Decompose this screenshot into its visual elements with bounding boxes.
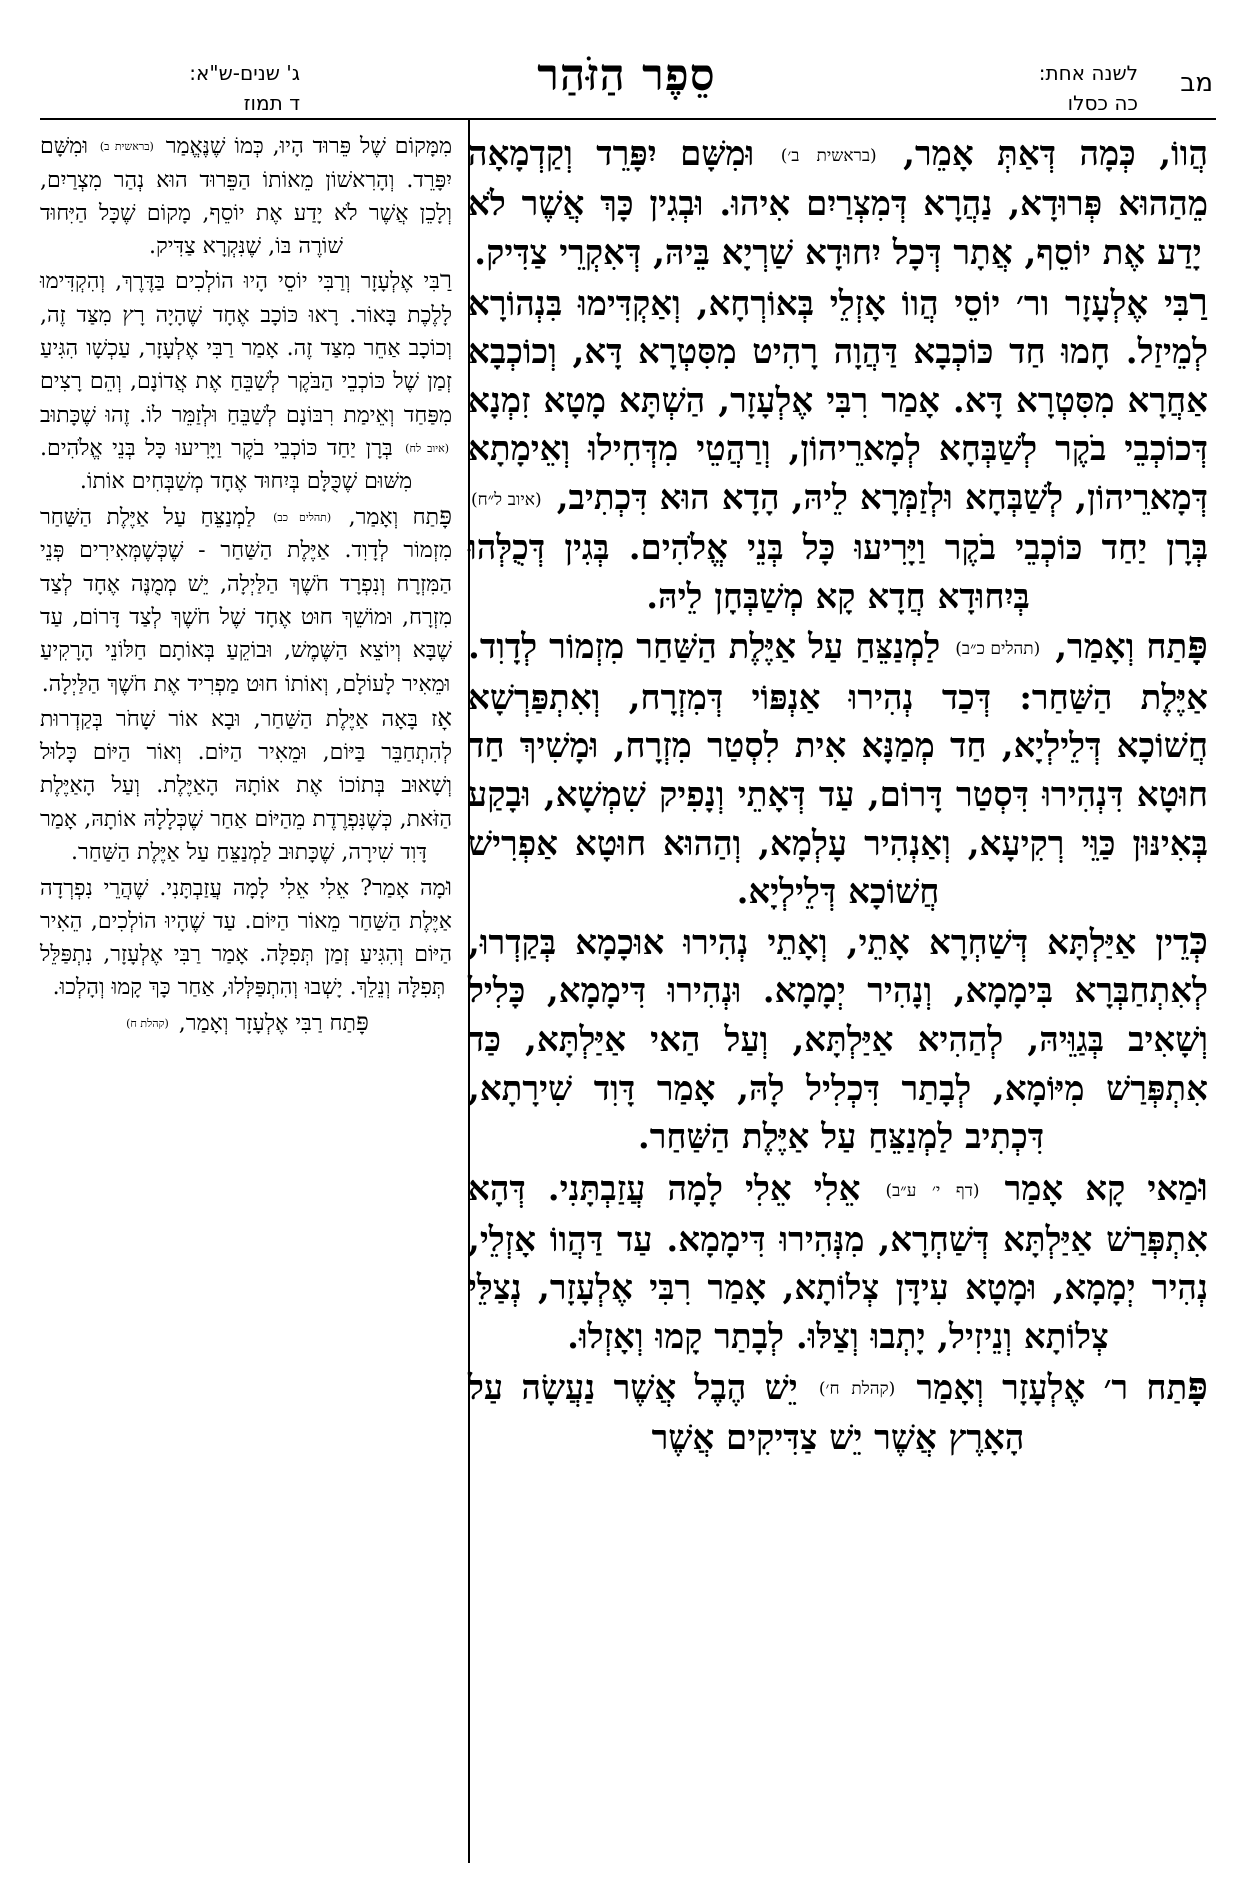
paragraph-lead-letters: פָּ <box>439 500 452 530</box>
verse-reference: (בראשית ב) <box>99 140 154 154</box>
aramaic-paragraph <box>468 917 1208 1164</box>
verse-reference: (בראשית ב׳) <box>780 145 877 166</box>
hebrew-paragraph <box>40 263 452 498</box>
paragraph-text: בְּרָן יַחַד כּוֹכְבֵי בֹקֶר וַיָּרִיעוּ כָּל בְּנֵי אֱלֹהִים. מִשּׁוּם שֶׁכֻּלָּם בְּיִחוּד אֶחָד מְשַׁבְּחִים אוֹתוֹ. <box>40 435 413 495</box>
alt-schedule-line2: ד תמוז <box>243 91 300 115</box>
paragraph-text: לַמְנַצֵּחַ עַל אַיֶּלֶת הַשַּׁחַר מִזְמוֹר לְדָוִד. אַיֶּלֶת הַשַּׁחַר: דְּכַד נְהִירוּ אַנְפּוֹי דְּמִזְרָח, וְאִתְפַּרְשָׁא חֲשׁוֹכָא דְּלֵילְיָא, חַד מְמַנָּא אִית לִסְטַר מִזְרָח, וּמָשִׁיךְ חַד חוּטָא דִּנְהִירוּ דִּסְטַר דָּרוֹם, עַד דְּאָתֵי וְנָפִיק שִׁמְשָׁא, וּבָקַע בְּאִינּוּן כַּוֵּי רְקִיעָא, וְאַנְהִיר עָלְמָא, וְהַהוּא חוּטָא אַפְרִישׁ חֲשׁוֹכָא דְּלֵילְיָא. <box>468 627 1208 913</box>
header-rule <box>40 118 1216 120</box>
aramaic-text-column <box>468 128 1208 1463</box>
alt-schedule <box>40 58 300 118</box>
paragraph-text: הֲווֹ, כְּמָה דְּאַתְּ אָמֵר, <box>879 134 1208 174</box>
daily-schedule-line1: לשנה אחת: <box>1038 61 1138 85</box>
paragraph-lead-letters: רַ <box>439 265 452 295</box>
hebrew-paragraph <box>40 701 452 870</box>
verse-reference: (דף י׳ ע״ב) <box>885 1181 980 1202</box>
verse-reference: (תהלים כב) <box>273 511 332 525</box>
paragraph-lead-letters: וּ <box>1198 1164 1208 1210</box>
page-number: מב <box>1180 68 1213 98</box>
aramaic-paragraph <box>468 621 1208 916</box>
aramaic-paragraph <box>468 1362 1208 1463</box>
paragraph-lead-letters: וּ <box>445 871 452 901</box>
paragraph-text: ז בָּאָה אַיֶּלֶת הַשַּׁחַר, וּבָא אוֹר שָׁחֹר בְּקַדְרוּת לְהִתְחַבֵּר בַּיּוֹם, וּמֵאִיר הַיּוֹם. וְאוֹר הַיּוֹם כָּלוּל וְשָׁאוּב בְּתוֹכוֹ אֶת אוֹתָהּ הָאַיֶּלֶת. וְעַל הָאַיֶּלֶת הַזֹּאת, כְּשֶׁנִּפְרֶדֶת מֵהַיּוֹם אַחַר שֶׁכְּלָלָהּ אוֹתָהּ, אָמַר דָּוִד שִׁירָה, שֶׁכָּתוּב לַמְנַצֵּחַ עַל אַיֶּלֶת הַשַּׁחַר. <box>40 706 452 865</box>
paragraph-text: מַאי קָא אָמַר <box>982 1169 1199 1210</box>
paragraph-lead-letters: פָּ <box>1187 1362 1208 1408</box>
daily-schedule-line2: כה כסלו <box>1067 91 1138 115</box>
verse-reference: (תהלים כ״ב) <box>955 639 1041 660</box>
aramaic-paragraph <box>468 278 1208 622</box>
paragraph-lead-letters: רַ <box>1189 278 1208 324</box>
paragraph-text: תַח רַבִּי אֶלְעָזָר וְאָמַר, <box>171 1010 356 1036</box>
paragraph-text: מָה אָמַר? אֵלִי אֵלִי לָמָה עֲזַבְתָּנִי. שֶׁהֲרֵי נִפְרְדָה אַיֶּלֶת הַשַּׁחַר מֵאוֹר הַיּוֹם. עַד שֶׁהָיוּ הוֹלְכִים, הֵאִיר הַיּוֹם וְהִגִּיעַ זְמַן תְּפִלָּה. אָמַר רַבִּי אֶלְעָזָר, נִתְפַּלֵּל תְּפִלָּה וְנֵלֵךְ. יָשְׁבוּ וְהִתְפַּלְּלוּ, אַחַר כָּךְ קָמוּ וְהָלְכוּ. <box>40 875 452 1001</box>
paragraph-text: בְּרָן יַחַד כּוֹכְבֵי בֹקֶר וַיָּרִיעוּ כָּל בְּנֵי אֱלֹהִים. בְּגִין דְּכֻלְּהוּ בְּיִחוּדָא חֲדָא קָא מְשַׁבְּחָן לֵיהּ. <box>468 528 1208 617</box>
paragraph-lead-letters: אָ <box>437 702 452 732</box>
paragraph-text: מִמָּקוֹם שֶׁל פֵּרוּד הָיוּ, כְּמוֹ שֶׁנֶּאֱמַר <box>156 134 452 159</box>
verse-reference: (איוב לח) <box>405 442 449 456</box>
aramaic-paragraph <box>468 1163 1208 1361</box>
hebrew-paragraph <box>40 499 452 701</box>
verse-reference: (איוב ל״ח) <box>471 489 542 510</box>
page-header <box>0 0 1253 125</box>
hebrew-translation-column <box>40 128 452 1041</box>
paragraph-text: לַמְנַצֵּחַ עַל אַיֶּלֶת הַשַּׁחַר מִזְמוֹר לְדָוִד. אַיֶּלֶת הַשַּׁחַר - שֶׁכְּשֶׁמְּאִירִים פְּנֵי הַמִּזְרָח וְנִפְרָד חֹשֶׁךְ הַלַּיְלָה, יֵשׁ מְמֻנֶּה אֶחָד לְצַד מִזְרָח, וּמוֹשֵׁךְ חוּט אֶחָד שֶׁל חֹשֶׁךְ לְצַד דָּרוֹם, עַד שֶׁבָּא וְיוֹצֵא הַשֶּׁמֶשׁ, וּבוֹקֵעַ בְּאוֹתָם חַלּוֹנֵי הָרָקִיעַ וּמֵאִיר לָעוֹלָם, וְאוֹתוֹ חוּט מַפְרִיד אֶת חֹשֶׁךְ הַלַּיְלָה. <box>40 504 452 697</box>
paragraph-text: וּמִשָּׁם יִפָּרֵד. וְהָרִאשׁוֹן מֵאוֹתוֹ הַפֵּרוּד הוּא נְהַר מִצְרַיִם, וְלָכֵן אֲשֶׁר לֹא יָדַע אֶת יוֹסֵף, מָקוֹם שֶׁכָּל הַיִּחוּד שׁוֹרֶה בּוֹ, שֶׁנִּקְרָא צַדִּיק. <box>40 134 452 260</box>
paragraph-lead-letters: פָּ <box>355 1006 369 1036</box>
paragraph-text: דֵין אַיַּלְתָּא דְּשַׁחְרָא אָתֵי, וְאָתֵי נְהִירוּ אוּכָמָא בְּקַדְרוּ, לְאִתְחַבְּרָא בִּימָמָא, וְנָהִיר יְמָמָא. וּנְהִירוּ דִּימָמָא, כָּלִיל וְשָׁאִיב בְּגַוֵּיהּ, לְהַהִיא אַיַּלְתָּא, וְעַל הַאי אַיַּלְתָּא, כַּד אִתְפְּרַשׁ מִיּוֹמָא, לְבָתַר דִּכְלִיל לָהּ, אָמַר דָּוִד שִׁירָתָא, דִּכְתִיב לַמְנַצֵּחַ עַל אַיֶּלֶת הַשַּׁחַר. <box>468 922 1208 1158</box>
paragraph-text: תַח וְאָמַר, <box>1043 627 1188 668</box>
paragraph-text: יֵשׁ הֶבֶל אֲשֶׁר נַעֲשָׂה עַל הָאָרֶץ אֲשֶׁר יֵשׁ צַדִּיקִים אֲשֶׁר <box>468 1367 1025 1458</box>
hebrew-paragraph <box>40 1005 452 1041</box>
paragraph-text: וּמִשָּׁם יִפָּרֵד וְקַדְמָאָה מֵהַהוּא פְּרוּדָא, נַהֲרָא דְּמִצְרַיִם אִיהוּ. וּבְגִין כָּךְ אֲשֶׁר לֹא יָדַע אֶת יוֹסֵף, אֲתָר דְּכָל יִחוּדָא שַׁרְיָא בֵּיהּ, דְּאִקְרֵי צַדִּיק. <box>468 134 1208 273</box>
aramaic-paragraph <box>468 128 1208 278</box>
paragraph-text: תַח ר׳ אֶלְעָזָר וְאָמַר <box>898 1367 1188 1408</box>
verse-reference: (קהלת ח) <box>126 1017 169 1031</box>
paragraph-lead-letters: פָּ <box>1187 622 1209 668</box>
alt-schedule-line1: ג' שנים-ש"א: <box>189 61 300 85</box>
paragraph-text: אֵלִי אֵלִי לָמָה עֲזַבְתָּנִי. דְּהָא אִתְפְּרַשׁ אַיַּלְתָּא דְּשַׁחְרָא, מִנְּהִירוּ דִּימָמָא. עַד דַּהֲווֹ אָזְלֵי, נְהִיר יְמָמָא, וּמָטָא עִידָּן צְלוֹתָא, אָמַר רִבִּי אֶלְעָזָר, נְצַלֵּי צְלוֹתָא וְנֵיזִיל, יָתְבוּ וְצַלּוּ. לְבָתַר קָמוּ וְאָזְלוּ. <box>468 1169 1208 1357</box>
paragraph-text: בִּי אֶלְעָזָר ור׳ יוֹסֵי הֲווֹ אָזְלֵי בְּאוֹרְחָא, וְאַקְדִּימוּ בִּנְהוֹרָא לְמֵיזַל. חָמוּ חַד כּוֹכְבָא דַּהֲוָה רָהִיט מִסִּטְרָא דָּא, וְכוֹכְבָא אַחֲרָא מִסִּטְרָא דָּא. אָמַר רִבִּי אֶלְעָזָר, הַשְׁתָּא מָטָא זִמְנָא דְּכוֹכְבֵי בֹקֶר לְשַׁבְּחָא לְמָארֵיהוֹן, וְרַהֲטֵי מִדְּחִילוּ וְאֵימָתָא דְּמָארֵיהוֹן, לְשַׁבְּחָא וּלְזַמְּרָא לֵיהּ, הָדָא הוּא דִּכְתִיב, <box>468 283 1208 518</box>
book-title: סֵפֶר הַזֹּהַר <box>537 50 716 101</box>
hebrew-paragraph <box>40 870 452 1005</box>
paragraph-text: בִּי אֶלְעָזָר וְרַבִּי יוֹסֵי הָיוּ הוֹלְכִים בַּדֶּרֶךְ, וְהִקְדִּימוּ לָלֶכֶת בָּאוֹר. רָאוּ כּוֹכָב אֶחָד שֶׁהָיָה רָץ מִצַּד זֶה, וְכוֹכָב אַחֵר מִצַּד זֶה. אָמַר רַבִּי אֶלְעָזָר, עַכְשָׁו הִגִּיעַ זְמַן שֶׁל כּוֹכְבֵי הַבֹּקֶר לְשַׁבֵּחַ אֶת אֲדוֹנָם, וְהֵם רָצִים מִפַּחַד וְאֵימַת רִבּוֹנָם לְשַׁבֵּחַ וּלְזַמֵּר לוֹ. זֶהוּ שֶׁכָּתוּב <box>40 269 452 428</box>
verse-reference: (קהלת ח׳) <box>818 1379 896 1400</box>
paragraph-text: תַח וְאָמַר, <box>334 504 440 530</box>
hebrew-paragraph <box>40 128 452 263</box>
paragraph-lead-letters: כְּ <box>1189 917 1208 963</box>
